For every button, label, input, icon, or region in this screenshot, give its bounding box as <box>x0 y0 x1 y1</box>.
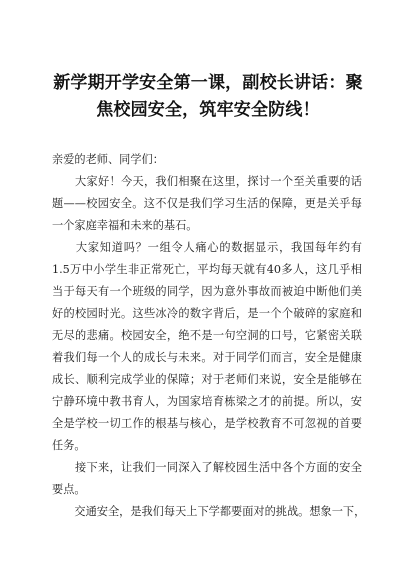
salutation: 亲爱的老师、同学们： <box>52 153 164 166</box>
paragraph-line: 接下来，让我们一同深入了解校园生活中各个方面的安全 <box>52 461 362 474</box>
paragraph-line: 题——校园安全。这不仅是我们学习生活的保障，更是关乎每 <box>52 197 362 210</box>
paragraph-line: 一个家庭幸福和未来的基石。 <box>52 219 198 232</box>
paragraph-4 <box>52 501 366 523</box>
document-body <box>52 149 366 523</box>
paragraph-line: 无尽的悲痛。校园安全，绝不是一句空洞的口号，它紧密关联 <box>52 329 362 342</box>
document-title <box>38 70 378 124</box>
paragraph-line: 好的校园时光。这些冰冷的数字背后，是一个个破碎的家庭和 <box>52 307 362 320</box>
paragraph-1 <box>52 171 362 237</box>
paragraph-line: 要点。 <box>52 483 86 496</box>
title-line-1: 新学期开学安全第一课，副校长讲话：聚 <box>53 73 363 93</box>
paragraph-line: 大家知道吗？一组令人痛心的数据显示，我国每年约有 <box>52 241 362 254</box>
paragraph-line: 当于每天有一个班级的同学，因为意外事故而被迫中断他们美 <box>52 285 362 298</box>
paragraph-line: 全是学校一切工作的根基与核心，是学校教育不可忽视的首要 <box>52 417 362 430</box>
paragraph-line: 成长、顺利完成学业的保障；对于老师们来说，安全是能够在 <box>52 373 362 386</box>
paragraph-line: 大家好！今天，我们相聚在这里，探讨一个至关重要的话 <box>52 175 362 188</box>
paragraph-line: 任务。 <box>52 439 86 452</box>
title-line-2: 焦校园安全，筑牢安全防线！ <box>96 100 320 120</box>
paragraph-line: 宁静环境中教书育人，为国家培育栋梁之才的前提。所以，安 <box>52 395 362 408</box>
paragraph-2 <box>52 237 362 457</box>
paragraph-line: 着我们每一个人的成长与未来。对于同学们而言，安全是健康 <box>52 351 362 364</box>
paragraph-line: 1.5万中小学生非正常死亡，平均每天就有40多人，这几乎相 <box>52 263 362 276</box>
paragraph-line: 交通安全，是我们每天上下学都要面对的挑战。想象一下， <box>52 505 366 518</box>
paragraph-3 <box>52 457 362 501</box>
